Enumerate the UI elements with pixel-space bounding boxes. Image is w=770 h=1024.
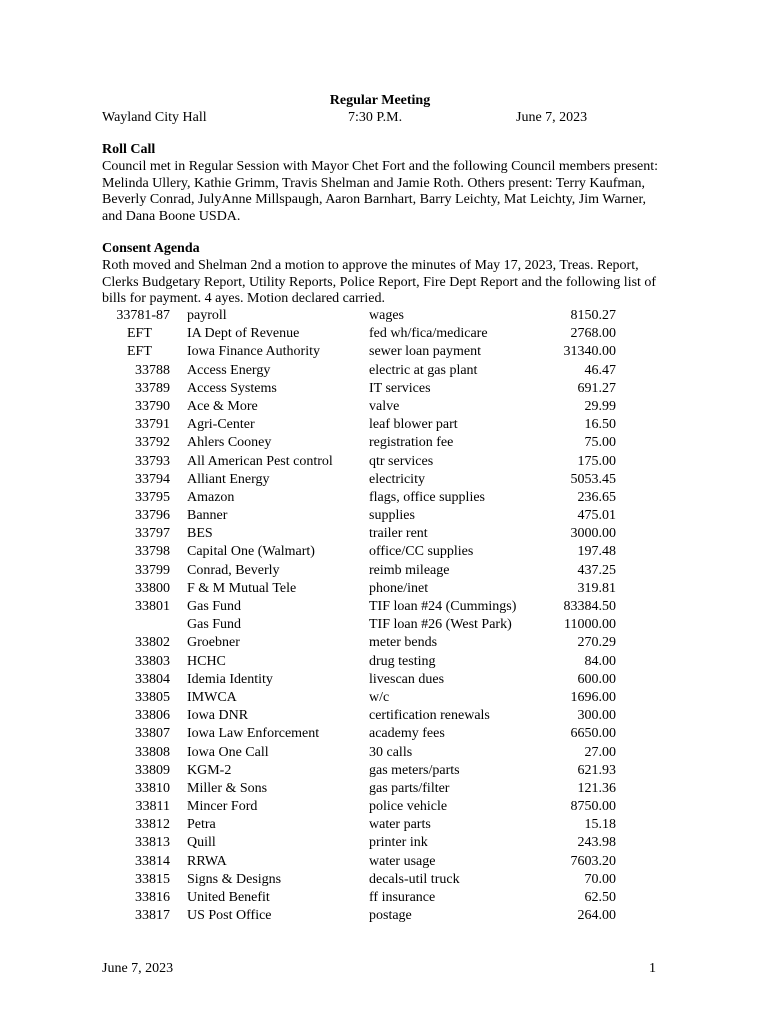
bill-number: 33812 [135,817,170,833]
bill-row [0,598,770,616]
bill-amount: 437.25 [577,562,616,578]
meeting-time: 7:30 P.M. [348,110,403,125]
bill-amount: 691.27 [577,380,616,396]
bill-number: 33790 [135,398,170,414]
bill-number: 33804 [135,671,170,687]
bill-row [0,489,770,507]
bill-description: drug testing [369,653,436,669]
bill-vendor: Access Energy [187,362,271,378]
bill-vendor: Mincer Ford [187,799,258,815]
bill-amount: 15.18 [584,817,616,833]
bill-vendor: Quill [187,835,216,851]
bill-amount: 264.00 [577,908,616,924]
footer-date: June 7, 2023 [102,961,174,976]
bill-amount: 319.81 [577,580,616,596]
bill-row [0,562,770,580]
bill-number: 33806 [135,708,170,724]
bill-vendor: US Post Office [187,908,272,924]
bill-number: EFT [127,326,152,342]
bill-amount: 600.00 [577,671,616,687]
bill-number: 33800 [135,580,170,596]
bill-row [0,653,770,671]
bill-description: electric at gas plant [369,362,478,378]
bill-amount: 83384.50 [563,599,616,614]
bill-vendor: KGM-2 [187,762,232,778]
roll-call-text: Council met in Regular Session with Mayor Chet Fort and the following Council members present: Melinda Ullery, Kathie Grimm, Travis Shelman and Jamie Roth. Others present: Terry Kaufman, Beverly Conrad, JulyAnne Millspaugh, Aaron Barnhart, Barry Leichty, Mat Leichty, Jim Warner, and Dana Boone USDA. [102,159,659,224]
bill-amount: 121.36 [577,780,616,796]
bill-row [0,689,770,707]
bill-description: electricity [369,471,425,487]
bill-vendor: IA Dept of Revenue [187,326,300,342]
bill-description: decals-util truck [369,871,460,887]
bill-vendor: Iowa Law Enforcement [187,726,320,742]
bill-amount: 8750.00 [570,799,616,815]
bill-amount: 7603.20 [570,853,616,869]
bill-description: wages [369,308,404,323]
meeting-title: Regular Meeting [329,93,431,108]
bill-vendor: RRWA [187,853,227,869]
bill-number: EFT [127,344,152,360]
bill-number: 33811 [135,799,170,815]
bill-row [0,380,770,398]
bill-vendor: Conrad, Beverly [187,562,280,578]
bill-number: 33805 [135,689,170,705]
bill-row [0,525,770,543]
bill-amount: 27.00 [584,744,616,760]
bill-number: 33817 [135,908,170,924]
bill-description: valve [369,398,400,414]
bill-description: w/c [369,689,390,705]
bill-row [0,871,770,889]
bill-vendor: Banner [187,508,228,524]
bill-number: 33791 [135,417,170,433]
bill-number: 33788 [135,362,170,378]
bill-row [0,853,770,871]
bill-amount: 197.48 [577,544,616,560]
bill-vendor: Access Systems [187,380,277,396]
bill-description: TIF loan #26 (West Park) [369,617,512,633]
bill-number: 33813 [135,835,170,851]
bill-row [0,307,770,325]
bill-vendor: Groebner [187,635,240,651]
bill-row [0,580,770,598]
bill-amount: 3000.00 [570,526,616,542]
bill-amount: 175.00 [577,453,616,469]
bill-description: certification renewals [369,708,490,724]
bill-vendor: payroll [187,308,227,323]
bill-amount: 6650.00 [570,726,616,742]
bill-description: police vehicle [369,799,448,815]
bill-description: supplies [369,508,415,524]
bill-vendor: Ahlers Cooney [187,435,272,451]
bill-vendor: Gas Fund [187,599,242,614]
bill-number: 33799 [135,562,170,578]
bill-number: 33797 [135,526,170,542]
bill-vendor: Amazon [187,489,235,505]
bill-description: printer ink [369,835,428,851]
bill-description: IT services [369,380,431,396]
bill-number: 33803 [135,653,170,669]
consent-agenda-text: Roth moved and Shelman 2nd a motion to approve the minutes of May 17, 2023, Treas. Report, Clerks Budgetary Report, Utility Reports, Police Report, Fire Dept Report and the following list of bills for payment. 4 ayes. Motion declared carried. [102,258,657,306]
bill-row [0,798,770,816]
bill-amount: 29.99 [584,398,616,414]
meeting-location: Wayland City Hall [102,110,207,125]
bill-description: TIF loan #24 (Cummings) [369,599,517,614]
bill-amount: 46.47 [584,362,616,378]
bill-number: 33794 [135,471,170,487]
bill-description: gas meters/parts [369,762,460,778]
bill-amount: 621.93 [577,762,616,778]
bill-vendor: F & M Mutual Tele [187,580,297,596]
roll-call-heading: Roll Call [102,142,156,157]
bill-amount: 243.98 [577,835,616,851]
bill-row [0,416,770,434]
bill-row [0,634,770,652]
bill-row [0,907,770,925]
bill-row [0,343,770,361]
bill-number: 33789 [135,380,170,396]
bill-amount: 5053.45 [570,471,616,487]
bill-vendor: All American Pest control [187,453,333,469]
bill-amount: 300.00 [577,708,616,724]
bill-vendor: Signs & Designs [187,871,282,887]
bill-vendor: Iowa One Call [187,744,269,760]
bill-number: 33808 [135,744,170,760]
bill-vendor: Agri-Center [187,417,255,433]
bill-amount: 11000.00 [564,617,616,633]
bill-row [0,325,770,343]
consent-agenda-heading: Consent Agenda [102,241,200,256]
bill-row [0,543,770,561]
bill-row [0,762,770,780]
bill-vendor: IMWCA [187,689,237,705]
bill-row [0,707,770,725]
bill-amount: 270.29 [577,635,616,651]
bill-vendor: Miller & Sons [187,780,268,796]
bill-vendor: United Benefit [187,890,270,905]
bill-amount: 475.01 [577,508,616,524]
bill-number: 33815 [135,871,170,887]
bill-vendor: Alliant Energy [187,471,270,487]
bill-description: academy fees [369,726,445,742]
bill-amount: 31340.00 [563,344,616,360]
bill-amount: 75.00 [584,435,616,451]
bill-vendor: Iowa DNR [187,708,249,724]
bill-vendor: Petra [187,817,216,833]
meeting-date: June 7, 2023 [516,110,588,125]
bills-list [0,307,770,925]
bill-description: gas parts/filter [369,780,450,796]
bill-number: 33816 [135,890,170,905]
bill-row [0,362,770,380]
bill-row [0,725,770,743]
bill-row [0,398,770,416]
bill-description: livescan dues [369,671,445,687]
bill-number: 33809 [135,762,170,778]
bill-vendor: HCHC [187,653,226,669]
bill-row [0,471,770,489]
bill-description: fed wh/fica/medicare [369,326,488,342]
bill-amount: 16.50 [584,417,616,433]
bill-vendor: Ace & More [187,398,258,414]
bill-description: registration fee [369,435,454,451]
bill-number: 33810 [135,780,170,796]
bill-number: 33807 [135,726,170,742]
bill-description: ff insurance [369,890,436,905]
bill-row [0,453,770,471]
bill-row [0,616,770,634]
bill-number: 33792 [135,435,170,451]
bill-description: phone/inet [369,580,429,596]
bill-number: 33796 [135,508,170,524]
bill-description: sewer loan payment [369,344,481,360]
bill-number: 33801 [135,599,170,614]
bill-description: water parts [369,817,431,833]
bill-description: reimb mileage [369,562,450,578]
bill-number: 33814 [135,853,170,869]
bill-description: postage [369,908,412,924]
bill-amount: 1696.00 [570,689,616,705]
bill-row [0,816,770,834]
bill-number: 33781-87 [116,308,170,323]
bill-number: 33802 [135,635,170,651]
bill-vendor: Iowa Finance Authority [187,344,320,360]
bill-description: qtr services [369,453,434,469]
bill-row [0,889,770,907]
bill-row [0,834,770,852]
page-number: 1 [649,961,656,976]
bill-description: meter bends [369,635,438,651]
bill-row [0,434,770,452]
bill-amount: 62.50 [584,890,616,905]
bill-row [0,744,770,762]
bill-amount: 84.00 [584,653,616,669]
bill-amount: 236.65 [577,489,616,505]
bill-vendor: Gas Fund [187,617,242,633]
bill-description: water usage [369,853,436,869]
bill-number: 33795 [135,489,170,505]
bill-vendor: Idemia Identity [187,671,273,687]
bill-row [0,780,770,798]
bill-row [0,671,770,689]
bill-amount: 70.00 [584,871,616,887]
bill-number: 33798 [135,544,170,560]
bill-description: leaf blower part [369,417,458,433]
bill-vendor: BES [187,526,213,542]
bill-description: trailer rent [369,526,428,542]
bill-description: flags, office supplies [369,489,485,505]
bill-number: 33793 [135,453,170,469]
bill-description: office/CC supplies [369,544,474,560]
bill-amount: 8150.27 [570,308,616,323]
bill-vendor: Capital One (Walmart) [187,544,315,560]
bill-row [0,507,770,525]
bill-amount: 2768.00 [570,326,616,342]
bill-description: 30 calls [369,744,413,760]
